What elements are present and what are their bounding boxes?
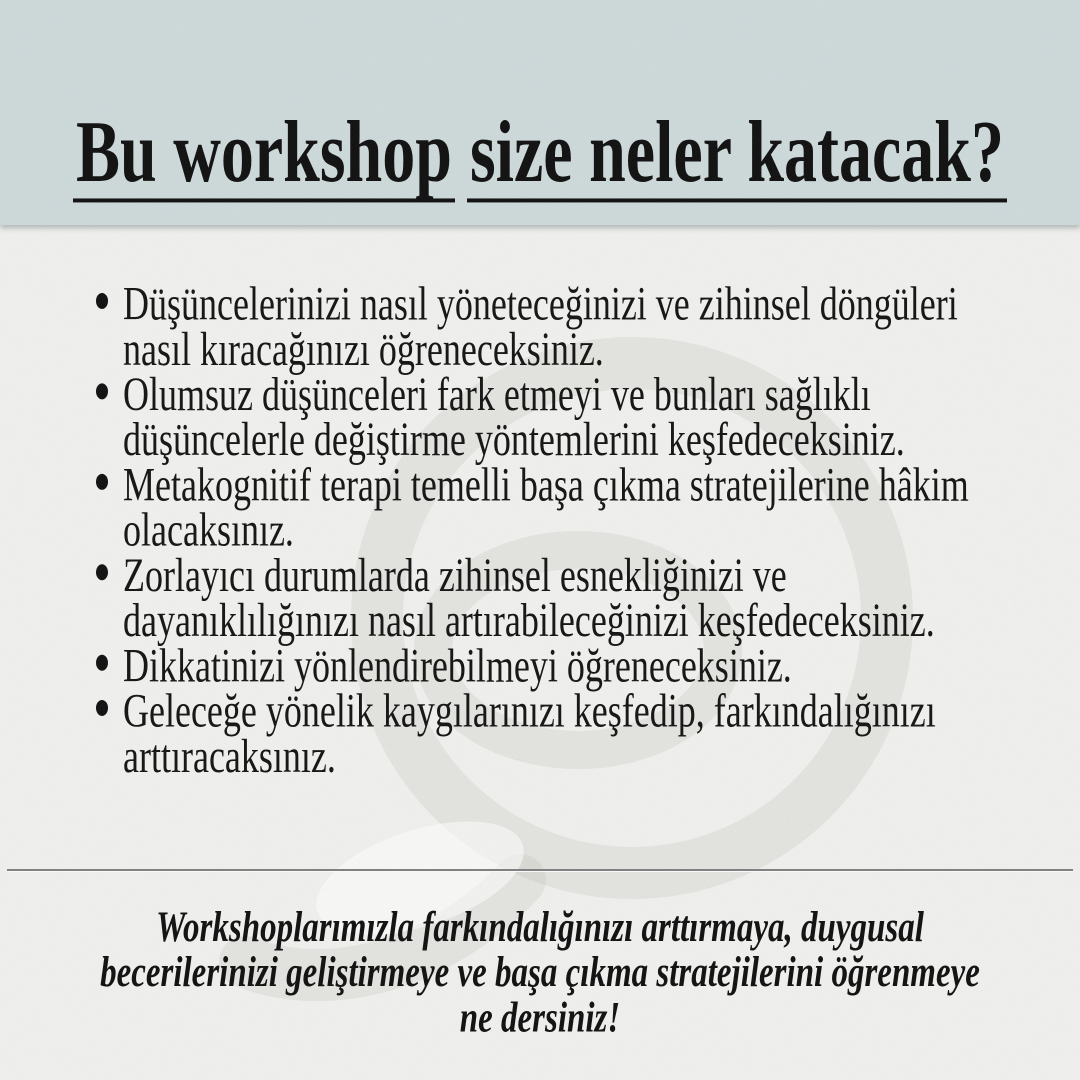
bullet-dot-icon <box>96 564 108 580</box>
bullet-text: Dikkatinizi yönlendirebilmeyi öğreneceksiniz. <box>123 638 792 692</box>
list-item <box>94 367 1012 466</box>
list-item <box>94 683 1012 783</box>
bullet-text: Geleceğe yönelik kaygılarınızı keşfedip, farkındalığınızı arttıracaksınız. <box>123 683 936 783</box>
page-title <box>0 104 1080 202</box>
bullet-dot-icon <box>96 655 108 671</box>
list-item <box>94 277 1012 376</box>
bullet-list <box>94 277 1012 783</box>
list-item <box>94 638 1012 692</box>
bullet-dot-icon <box>96 293 108 309</box>
bullet-dot-icon <box>96 474 108 490</box>
list-item <box>94 457 1012 557</box>
bullet-text: Olumsuz düşünceleri fark etmeyi ve bunları sağlıklı düşüncelerle değiştirme yöntemlerini keşfedeceksiniz. <box>123 367 905 466</box>
list-item <box>94 548 1012 647</box>
bullet-dot-icon <box>96 383 108 399</box>
title-segment-1: Bu workshop <box>73 112 455 202</box>
bullet-dot-icon <box>96 700 108 716</box>
bullet-text: Zorlayıcı durumlarda zihinsel esnekliğinizi ve dayanıklılığınızı nasıl artırabileceğinizi keşfedeceksiniz. <box>123 548 935 647</box>
divider <box>7 869 1073 872</box>
title-segment-2: size neler katacak? <box>467 112 1007 202</box>
bullet-text: Metakognitif terapi temelli başa çıkma stratejilerine hâkim olacaksınız. <box>123 457 969 557</box>
bullet-text: Düşüncelerinizi nasıl yöneteceğinizi ve zihinsel döngüleri nasıl kıracağınızı öğreneceksiniz. <box>123 277 958 376</box>
footer-text: Workshoplarımızla farkındalığınızı arttırmaya, duygusal becerilerinizi geliştirmeye ve başa çıkma stratejilerini öğrenmeye ne dersiniz! <box>100 903 980 1042</box>
